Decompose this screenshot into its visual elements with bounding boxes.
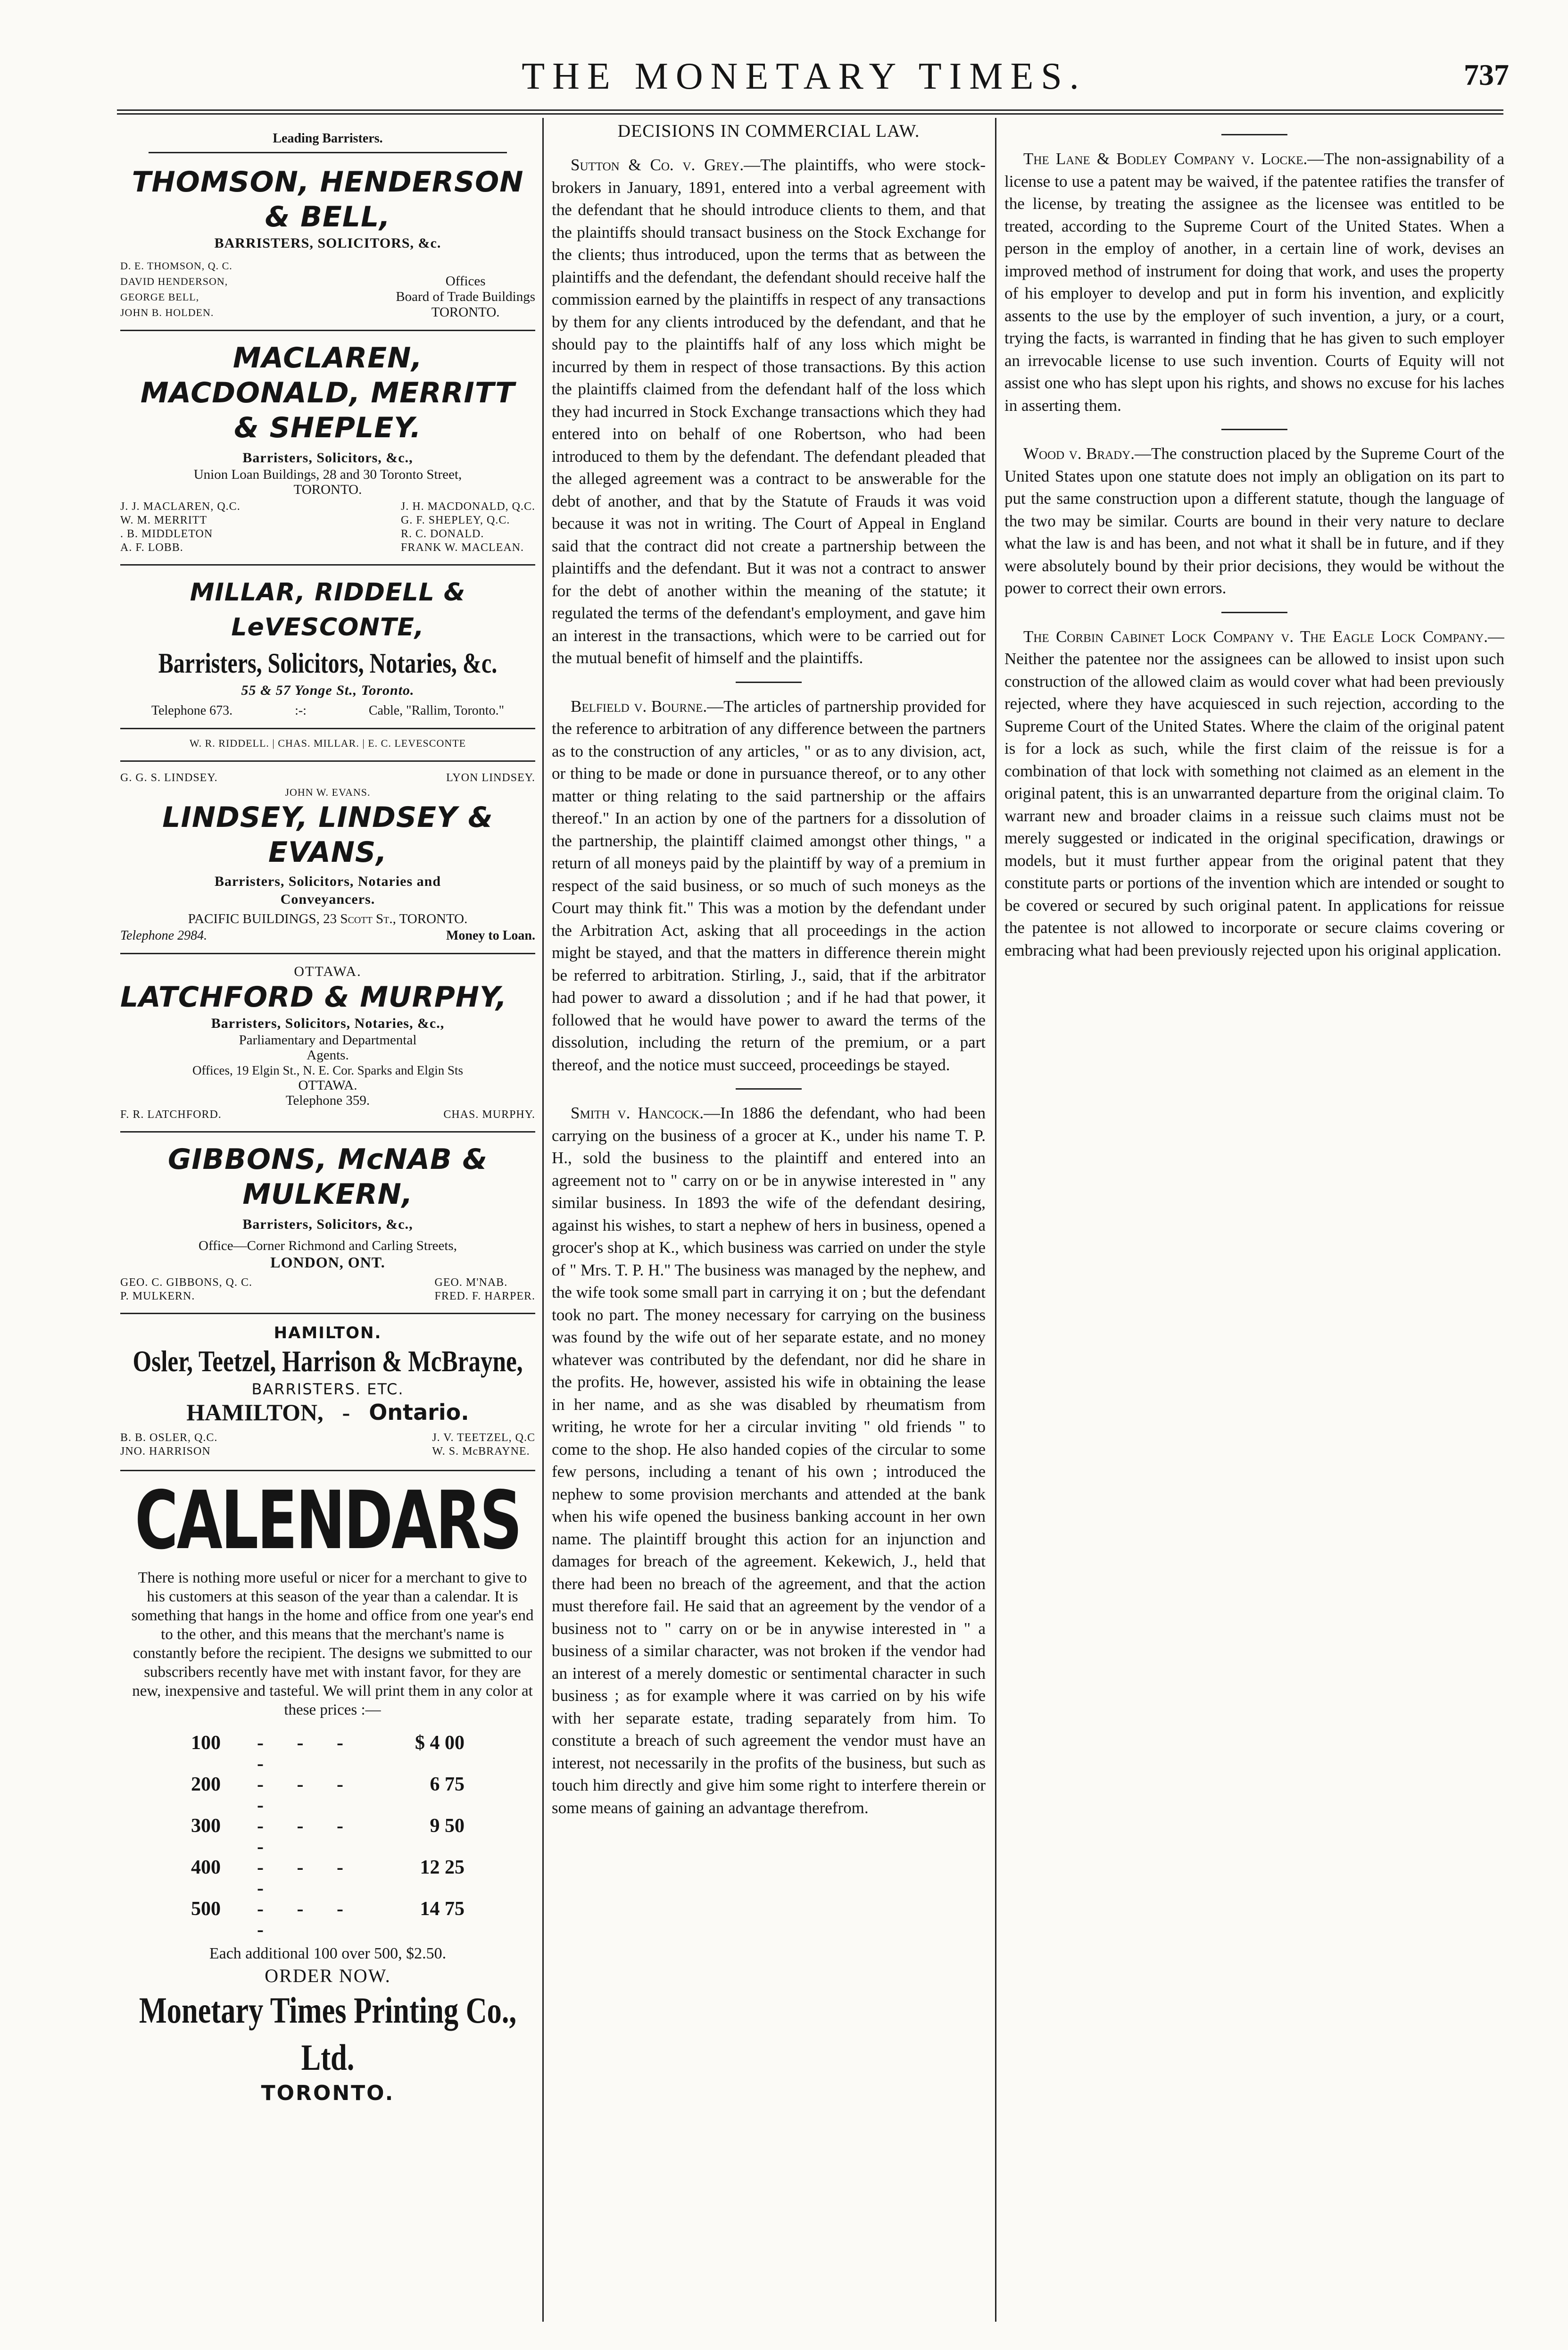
separator: :-: — [295, 703, 307, 718]
partner: GEO. C. GIBBONS, Q. C. — [120, 1276, 253, 1289]
partner: P. MULKERN. — [120, 1290, 195, 1302]
firm-name: LINDSEY, LINDSEY & EVANS, — [162, 801, 493, 869]
firm-address: Offices, 19 Elgin St., N. E. Cor. Sparks and Elgin Sts — [192, 1063, 463, 1077]
firm-address: 55 & 57 Yonge St., Toronto. — [241, 683, 415, 698]
price-row — [120, 1733, 535, 1774]
office-city: TORONTO. — [431, 305, 500, 320]
millar-card — [120, 575, 535, 751]
price: 6 75 — [430, 1774, 465, 1795]
partner: J. H. MACDONALD, Q.C. — [400, 500, 535, 513]
quantity: 200 — [191, 1774, 221, 1795]
partners-list — [120, 500, 535, 555]
city: HAMILTON, — [186, 1399, 324, 1425]
firm-subtitle: Barristers, Solicitors, &c., — [242, 1217, 413, 1232]
case-paragraph — [1004, 148, 1504, 417]
case-paragraph — [552, 695, 986, 1076]
firm-address: PACIFIC BUILDINGS, 23 Scott St., TORONTO. — [188, 911, 468, 926]
case-text: —The plaintiffs, who were stock-brokers in January, 1891, entered into a verbal agreement with the defendant that he should introduce clients to them, and that the plaintiffs should transact business on the Stock Exchange for the clients; thus introduced, upon the terms that as between the plaintiffs and the defendant, the defendant should receive half the commission earned by the plaintiffs in respect of any transactions by them for any clients introduced by the defendant, and that he should pay to the plaintiffs half of any loss which might be incurred by them in respect of those transactions. By this action the plaintiffs claimed from the defendant half of the loss which they had incurred in Stock Exchange transactions which they had entered into on behalf of one Robertson, who had been introduced to them by the defendant. The defendant pleaded that the alleged agreement was a contract to be answerable for the debt of another, and that by the Statute of Frauds it was void because it was not in writing. The Court of Appeal in England said that the contract did not create a partnership between the plaintiffs and the defendant. But it was not a contract to answer for the debt of another within the meaning of the statute; it regulated the terms of the defendant's employment, and gave him an interest in the transactions, which were to be carried out for the mutual benefit of himself and the plaintiffs. — [552, 156, 986, 667]
leader: - - - - — [257, 1774, 357, 1816]
company-name: Monetary Times Printing Co., Ltd. — [139, 1990, 517, 2078]
partner: R. C. DONALD. — [400, 528, 484, 540]
partner: B. B. OSLER, Q.C. — [120, 1432, 218, 1444]
firm-city: LONDON, ONT. — [270, 1254, 385, 1271]
firm-subtitle: Barristers, Solicitors, Notaries, &c. — [158, 648, 498, 679]
leader: - - - - — [257, 1815, 357, 1858]
divider — [149, 152, 507, 153]
divider — [120, 564, 535, 566]
divider — [120, 330, 535, 331]
case-text: —The construction placed by the Supreme Court of the United States upon one statute does not imply an obligation on its part to put the same construction upon a different statute, though the language of the two may be similar. Courts are bound in their very nature to declare what the law is and has been, and not what it shall be in future, and if they were absolutely bound by their prior decisions, they would be without the power to correct their own errors. — [1004, 444, 1504, 597]
quantity: 300 — [191, 1815, 221, 1837]
partner: DAVID HENDERSON, — [120, 275, 228, 287]
firm-subtitle: BARRISTERS, SOLICITORS, &c. — [214, 235, 441, 251]
case-divider — [736, 682, 802, 683]
firm-subtitle: Barristers, Solicitors, Notaries and — [214, 874, 441, 889]
firm-address: Union Loan Buildings, 28 and 30 Toronto Street, — [193, 467, 462, 482]
partners-top — [120, 771, 535, 785]
firm-address: Office—Corner Richmond and Carling Streets, — [199, 1238, 457, 1253]
divider — [120, 1313, 535, 1314]
gibbons-card — [120, 1142, 535, 1303]
price-row — [120, 1857, 535, 1899]
thomson-card — [120, 165, 535, 320]
partner: FRANK W. MACLEAN. — [400, 542, 524, 554]
order-now: ORDER NOW. — [265, 1965, 391, 1986]
firm-city: TORONTO. — [293, 482, 362, 497]
column-divider — [542, 118, 544, 2322]
partner: G. F. SHEPLEY, Q.C. — [400, 514, 510, 526]
office-info — [396, 258, 535, 320]
partner: G. G. S. LINDSEY. — [120, 772, 218, 784]
separator: - — [342, 1399, 350, 1425]
office-label: Offices — [445, 274, 486, 289]
case-name: Smith v. Hancock. — [571, 1104, 704, 1122]
case-paragraph — [1004, 625, 1504, 962]
divider — [120, 760, 535, 762]
partner: LYON LINDSEY. — [446, 772, 535, 784]
calendars-text: There is nothing more useful or nicer for a merchant to give to his customers at this season of the year than a calendar. It is something that hangs in the home and office from one year's end to the other, and this means that the merchant's name is constantly before the recipient. The designs we submitted to our subscribers recently have met with instant favor, for they are new, inexpensive and tasteful. We will print them in any color at these prices :— — [131, 1569, 534, 1718]
quantity: 100 — [191, 1732, 221, 1754]
decisions-title: DECISIONS IN COMMERCIAL LAW. — [617, 121, 920, 141]
price-list — [120, 1733, 535, 1940]
price-row — [120, 1899, 535, 1940]
firm-name: MACLAREN, MACDONALD, MERRITT — [140, 342, 515, 409]
page-header — [99, 53, 1509, 102]
case-divider — [1221, 429, 1287, 430]
decisions-column-2 — [1004, 118, 1504, 2322]
header-rule — [117, 109, 1503, 111]
partners-line: W. R. RIDDELL. | CHAS. MILLAR. | E. C. LEVESCONTE — [189, 737, 466, 749]
calendars-title: CALENDARS — [134, 1474, 521, 1567]
decisions-body-cont — [1004, 118, 1504, 961]
firm-name: LATCHFORD & MURPHY, — [120, 981, 507, 1014]
divider — [120, 1131, 535, 1133]
case-text: —The non-assignability of a license to use a patent may be waived, if the patentee ratifies the transfer of the license, by treating the assignee as the licensee was entitled to be treated, according to the Supreme Court of the United States. When a person in the employ of another, in a certain line of work, devises an improved method of instrument for doing that work, and uses the property of his employer to develop and put in form his invention, and explicitly assents to the use by the employer of such invention, a jury, or a court, trying the facts, is warranted in finding that he has given to such employer an irrevocable license to use such invention. Courts of Equity will not assist one who has slept upon his rights, and shows no excuse for his laches in asserting them. — [1004, 150, 1504, 415]
leader: - - - - — [257, 1857, 357, 1899]
case-name: Belfield v. Bourne. — [571, 697, 707, 716]
price-row — [120, 1816, 535, 1857]
leader: - - - - — [257, 1732, 357, 1775]
company-city: TORONTO. — [261, 2081, 395, 2105]
case-name: The Corbin Cabinet Lock Company v. The Eagle Lock Company. — [1023, 627, 1488, 646]
divider — [120, 953, 535, 954]
firm-line: Agents. — [307, 1048, 349, 1063]
cable-address: Cable, "Rallim, Toronto." — [368, 703, 505, 718]
firm-subtitle-cont: Conveyancers. — [280, 892, 375, 907]
partners-list — [120, 1108, 535, 1122]
firm-contact — [120, 928, 535, 943]
telephone: Telephone 2984. — [120, 928, 207, 943]
partners-list — [120, 1431, 535, 1458]
decisions-body — [552, 154, 986, 1819]
price: 9 50 — [430, 1815, 465, 1837]
city-heading: HAMILTON. — [274, 1324, 382, 1342]
quantity: 400 — [191, 1857, 221, 1878]
divider — [120, 1470, 535, 1471]
divider — [120, 728, 535, 729]
city-heading: OTTAWA. — [294, 964, 362, 979]
case-paragraph — [552, 1102, 986, 1819]
firm-name: Osler, Teetzel, Harrison & McBrayne, — [133, 1344, 523, 1378]
header-rule-2 — [117, 113, 1503, 115]
case-text: —The articles of partnership provided for the reference to arbitration of any difference between the partners as to the construction of any articles, " or as to any division, act, or thing to be made or done in pursuance thereof, or to any other matter or thing relating to the said partnership or the affairs thereof." In an action by one of the partners for a dissolution of the partnership, the plaintiff claimed amongst other things, " a return of all moneys paid by the plaintiff by way of a premium in respect of the said business, or so much of such moneys as the Court may think fit." This was a motion by the defendant under the Arbitration Act, asking that all proceedings in the action might be stayed, and that the matters in difference therein might be referred to arbitration. Stirling, J., said, that if the arbitrator had power to award a dissolution ; and if he had that power, it followed that he would have power to award the terms of the dissolution, including the return of the premium, or a part thereof, and the notice must succeed, proceedings be stayed. — [552, 697, 986, 1074]
price: $ 4 00 — [415, 1732, 465, 1754]
case-name: Sutton & Co. v. Grey. — [571, 156, 744, 174]
partner: CHAS. MURPHY. — [443, 1108, 535, 1121]
additional-price: Each additional 100 over 500, $2.50. — [209, 1945, 447, 1962]
firm-name: MILLAR, RIDDELL & LeVESCONTE, — [190, 578, 466, 642]
ottawa-card — [120, 964, 535, 1122]
partners-list — [120, 1276, 535, 1303]
case-text: —In 1886 the defendant, who had been carrying on the business of a grocer at K., under his name T. P. H., sold the business to the plaintiff and entered into an agreement not to " carry on or be in anywise interested in " any similar business. In 1893 the wife of the defendant desiring, against his wishes, to start a nephew of hers in business, opened a grocer's shop at K., which business was carried on under the style of " Mrs. T. P. H." The business was managed by the nephew, and the wife took some small part in carrying it on ; but the defendant took no part. The money necessary for carrying on the business was found by the wife out of her separate estate, and no money whatever was contributed by the defendant, nor did he share in the profits. He, however, assisted his wife in obtaining the lease in her name, and as she was disabled by rheumatism from writing, he wrote for her a circular inviting " old friends " to come to the shop. He also handed copies of the circular to some few persons, including a tenant of his own ; introduced the nephew to some provision merchants and attended at the bank when his wife opened the business banking account in her own name. The plaintiff brought this action for an injunction and damages for breach of the agreement. Kekewich, J., held that there had been no breach of the agreement, and that the action must therefore fail. He said that an agreement by the vendor of a business not to " carry on or be in anywise interested in " a business of a similar character, was not broken if the vendor had an interest of a merely domestic or sentimental character in such business ; as for example where it was carried on by his wife with her separate estate, trading separately from him. To constitute a breach of such agreement the vendor must have an interest, not necessarily in the profits of the business, but such as touch him directly and give him some right to interfere therein or some means of gaining an advantage therefrom. — [552, 1104, 986, 1817]
firm-line: Parliamentary and Departmental — [239, 1033, 417, 1048]
partner: JNO. HARRISON — [120, 1445, 211, 1458]
partners-list — [120, 258, 232, 320]
column-divider — [995, 118, 996, 2322]
calendars-ad — [120, 1476, 535, 2105]
maclaren-card — [120, 341, 535, 555]
case-divider — [1221, 134, 1287, 135]
partner: FRED. F. HARPER. — [434, 1290, 535, 1302]
leader: - - - - — [257, 1898, 357, 1941]
case-paragraph — [1004, 442, 1504, 600]
firm-name: GIBBONS, McNAB & MULKERN, — [167, 1143, 488, 1211]
telephone: Telephone 359. — [285, 1093, 370, 1108]
province: Ontario. — [369, 1400, 469, 1425]
partner: F. R. LATCHFORD. — [120, 1108, 222, 1121]
price: 12 25 — [420, 1857, 465, 1878]
case-divider — [736, 1088, 802, 1090]
money-notice: Money to Loan. — [446, 928, 535, 943]
partner: W. M. MERRITT — [120, 514, 207, 526]
partner: A. F. LOBB. — [120, 542, 183, 554]
firm-city: OTTAWA. — [298, 1078, 357, 1093]
firm-subtitle: Barristers, Solicitors, &c., — [242, 450, 413, 466]
section-title: Leading Barristers. — [273, 131, 383, 146]
page-number: 737 — [1464, 58, 1509, 92]
masthead-title: THE MONETARY TIMES. — [522, 56, 1087, 97]
partner: J. V. TEETZEL, Q.C — [432, 1432, 535, 1444]
partner: JOHN W. EVANS. — [285, 786, 371, 798]
telephone: Telephone 673. — [151, 703, 233, 718]
firm-name-cont: & SHEPLEY. — [234, 411, 422, 444]
quantity: 500 — [191, 1898, 221, 1920]
firm-subtitle: BARRISTERS. ETC. — [251, 1380, 404, 1398]
partner: GEO. M'NAB. — [434, 1276, 508, 1289]
partner: GEORGE BELL, — [120, 291, 199, 303]
case-divider — [1221, 612, 1287, 613]
barristers-column — [120, 118, 535, 2322]
firm-contact — [120, 703, 535, 718]
partner: D. E. THOMSON, Q. C. — [120, 260, 232, 272]
firm-city-line — [120, 1398, 535, 1426]
hamilton-card — [120, 1324, 535, 1458]
partner: W. S. McBRAYNE. — [432, 1445, 530, 1458]
price: 14 75 — [420, 1898, 465, 1920]
partner: J. J. MACLAREN, Q.C. — [120, 500, 241, 513]
decisions-column-1 — [552, 118, 986, 2322]
case-name: Wood v. Brady. — [1023, 444, 1135, 463]
partner: . B. MIDDLETON — [120, 528, 213, 540]
firm-name: THOMSON, HENDERSON & BELL, — [132, 166, 524, 233]
firm-subtitle: Barristers, Solicitors, Notaries, &c., — [211, 1016, 445, 1031]
price-row — [120, 1774, 535, 1816]
partner: JOHN B. HOLDEN. — [120, 307, 214, 318]
case-paragraph — [552, 154, 986, 669]
case-text: —Neither the patentee nor the assignees can be allowed to insist upon such construction of the allowed claim as would cover what had been previously rejected, where they have acquiesced in such rejection, according to the Supreme Court of the United States. Where the claim of the original patent is for a lock as such, while the first claim of the reissue is for a combination of that lock with something not claimed as an element in the original patent, this is an unwarranted departure from the original claim. To warrant new and broader claims in a reissue such claims must not be merely suggested or indicated in the original specification, drawings or models, but it must further appear from the original patent that they constitute parts or portions of the invention which are intended or sought to be covered or secured by such original patent. In applications for reissue the patentee is not allowed to incorporate or secure claims covering or embracing what had been previously rejected upon his original application. — [1004, 627, 1504, 959]
lindsey-card — [120, 771, 535, 943]
office-building: Board of Trade Buildings — [396, 289, 535, 304]
case-name: The Lane & Bodley Company v. Locke. — [1023, 150, 1308, 168]
